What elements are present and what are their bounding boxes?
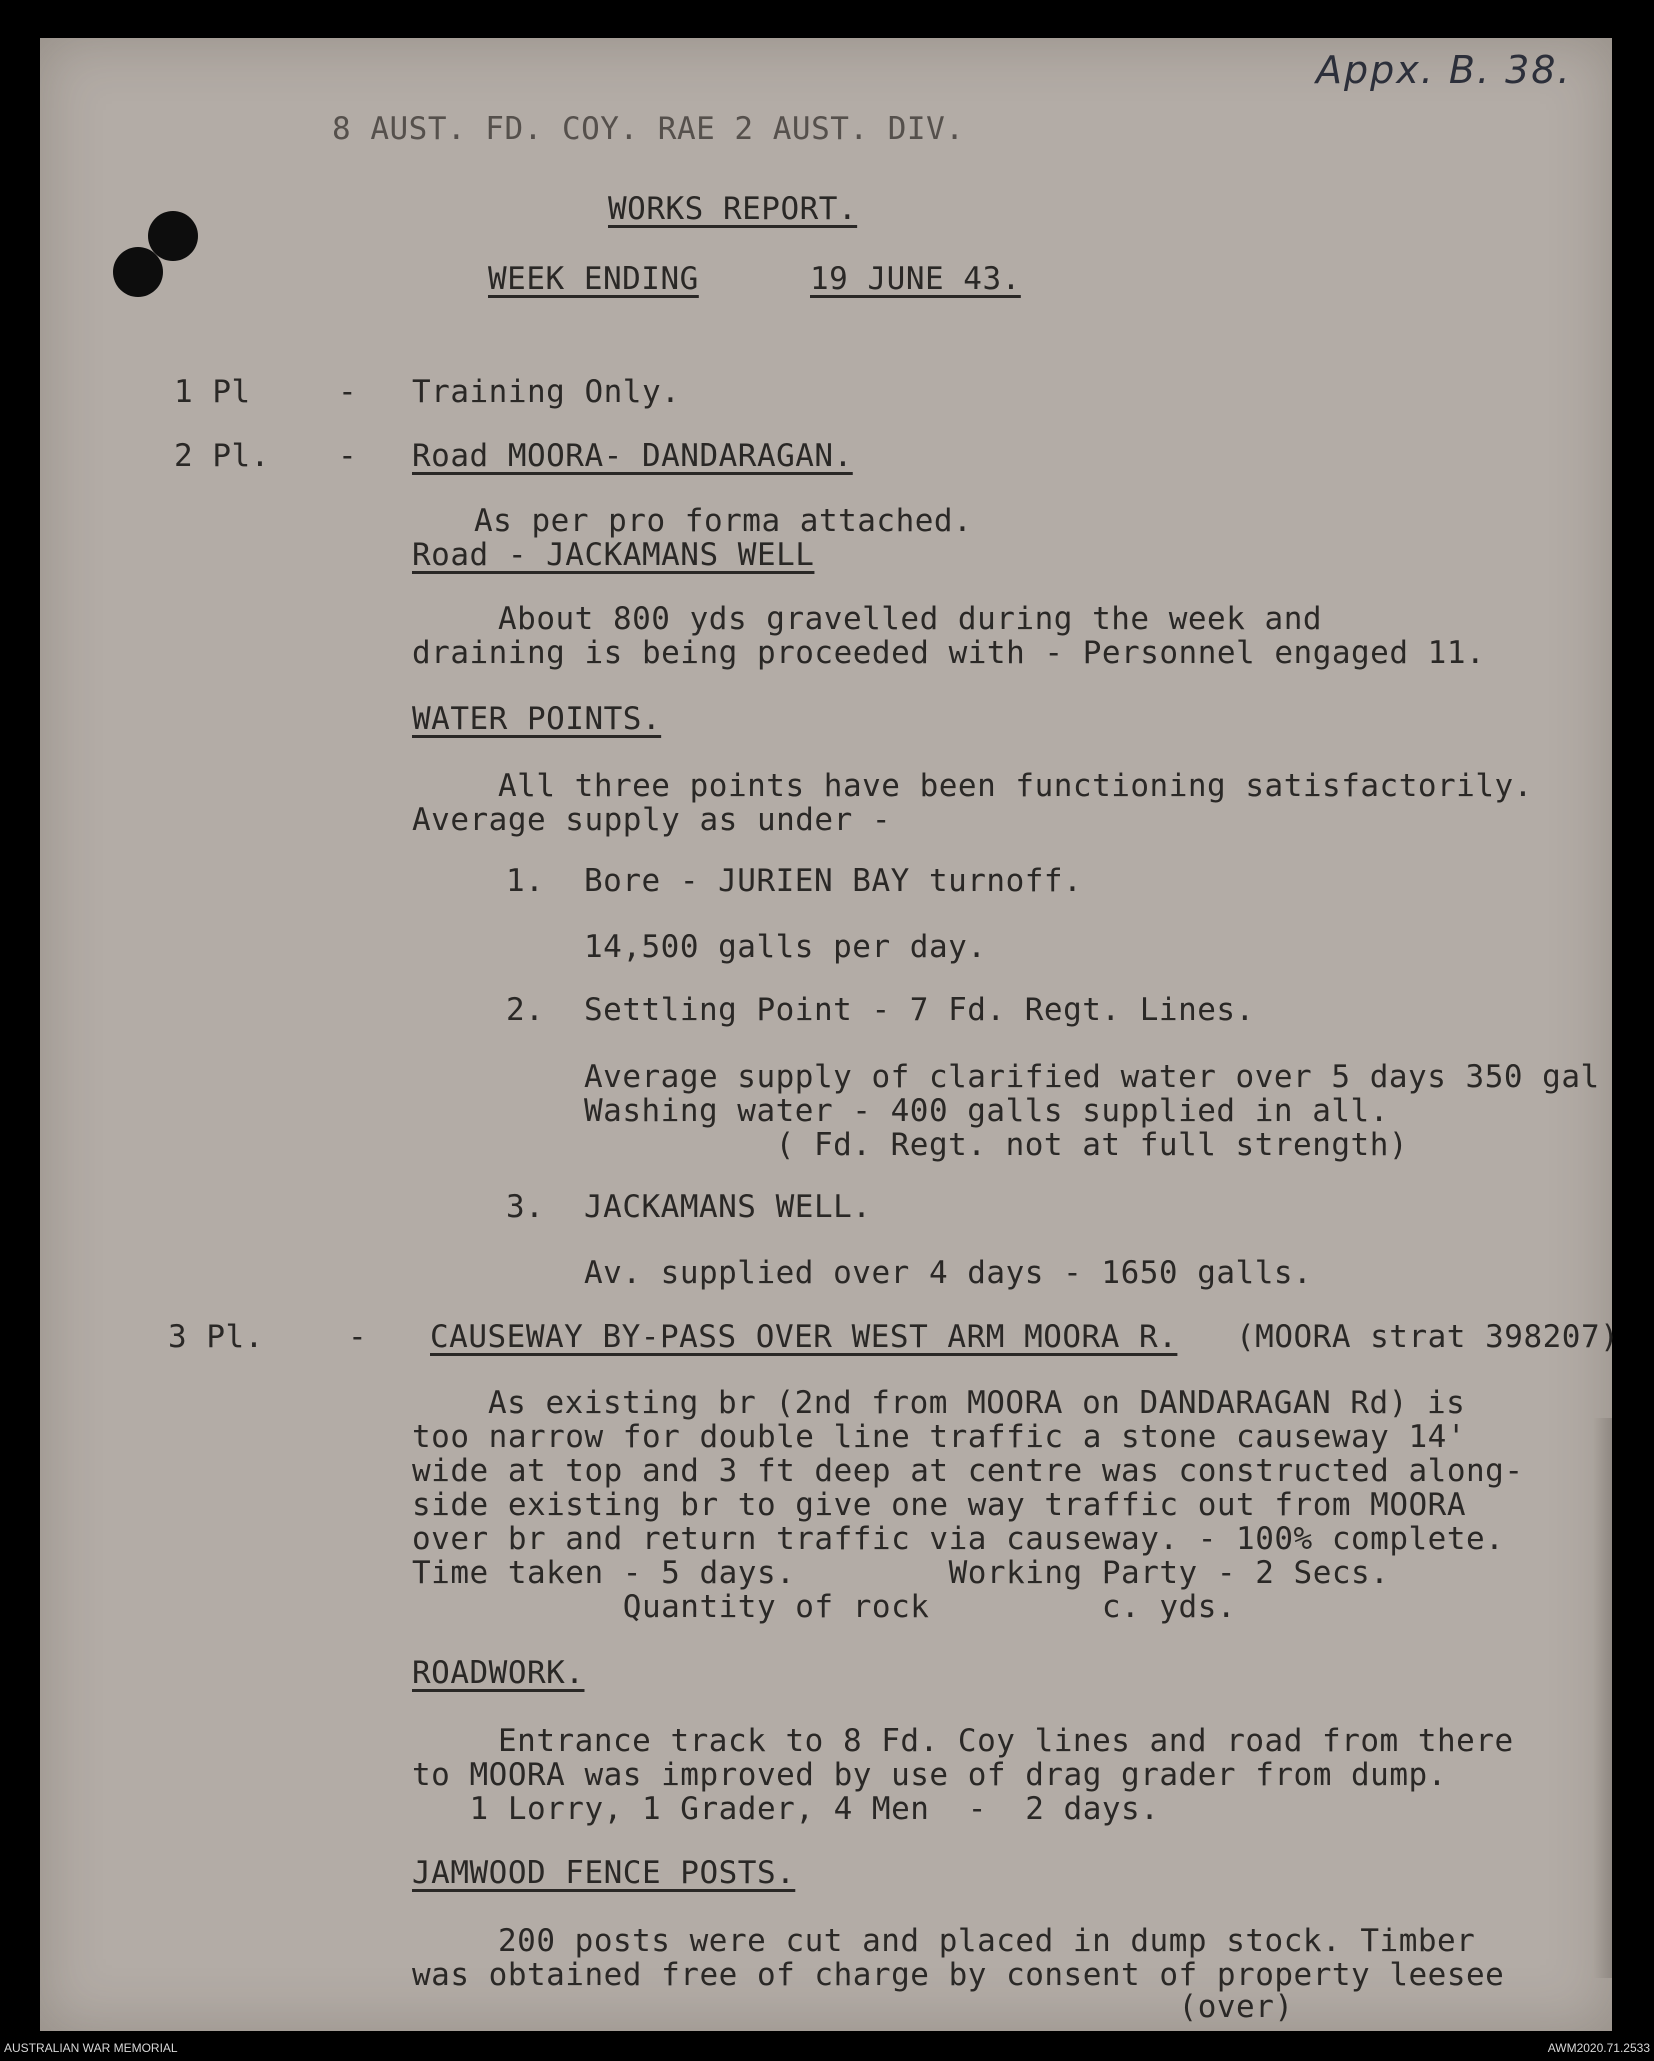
- jamwood-heading: JAMWOOD FENCE POSTS.: [412, 1855, 796, 1891]
- road-jackamans-line-1: About 800 yds gravelled during the week and: [498, 601, 1323, 637]
- roadwork-line-3: 1 Lorry, 1 Grader, 4 Men - 2 days.: [412, 1791, 1160, 1827]
- punch-hole-bottom: [113, 247, 163, 297]
- water-point-1-detail: 14,500 galls per day.: [584, 929, 987, 965]
- water-intro-line-2: Average supply as under -: [412, 802, 892, 838]
- road-jackamans-line-2: draining is being proceeded with - Personnel engaged 11.: [412, 635, 1486, 671]
- causeway-line-5: over br and return traffic via causeway. - 100% complete.: [412, 1521, 1505, 1557]
- platoon-2-label: 2 Pl.: [174, 438, 270, 474]
- roadwork-heading: ROADWORK.: [412, 1655, 585, 1691]
- week-ending-label: WEEK ENDING: [488, 261, 699, 297]
- water-point-2-detail-1: Average supply of clarified water over 5 days 350 gal: [584, 1059, 1600, 1095]
- water-point-2-name: Settling Point - 7 Fd. Regt. Lines.: [584, 992, 1255, 1028]
- causeway-line-7: Quantity of rock c. yds.: [412, 1589, 1237, 1625]
- jamwood-line-3: (over): [412, 1989, 1294, 2025]
- platoon-3-label: 3 Pl.: [168, 1319, 264, 1355]
- road-moora-dandaragan-text: As per pro forma attached.: [474, 503, 973, 539]
- causeway-line-6: Time taken - 5 days. Working Party - 2 Secs.: [412, 1555, 1390, 1591]
- archive-reference: AWM2020.71.2533: [1547, 2041, 1650, 2055]
- platoon-1-text: Training Only.: [412, 374, 681, 410]
- causeway-line-4: side existing br to give one way traffic out from MOORA: [412, 1487, 1466, 1523]
- roadwork-line-1: Entrance track to 8 Fd. Coy lines and road from there: [498, 1723, 1514, 1759]
- platoon-2-dash: -: [338, 438, 358, 474]
- water-point-1-name: Bore - JURIEN BAY turnoff.: [584, 863, 1083, 899]
- causeway-heading: CAUSEWAY BY-PASS OVER WEST ARM MOORA R.: [430, 1319, 1178, 1355]
- week-ending-date: 19 JUNE 43.: [810, 261, 1021, 297]
- road-jackamans-heading: Road - JACKAMANS WELL: [412, 537, 815, 573]
- report-title: WORKS REPORT.: [608, 191, 858, 227]
- archive-credit: AUSTRALIAN WAR MEMORIAL: [4, 2041, 178, 2055]
- causeway-line-1: As existing br (2nd from MOORA on DANDARAGAN Rd) is: [488, 1385, 1466, 1421]
- water-point-1-number: 1.: [506, 863, 545, 899]
- platoon-1-label: 1 Pl: [174, 374, 251, 410]
- torn-edge: [1594, 1418, 1612, 1978]
- water-point-3-name: JACKAMANS WELL.: [584, 1189, 872, 1225]
- jamwood-line-1: 200 posts were cut and placed in dump stock. Timber: [498, 1923, 1476, 1959]
- water-point-2-number: 2.: [506, 992, 545, 1028]
- water-point-2-detail-2: Washing water - 400 galls supplied in all.: [584, 1093, 1389, 1129]
- causeway-line-3: wide at top and 3 ft deep at centre was constructed along-: [412, 1453, 1524, 1489]
- water-point-3-detail: Av. supplied over 4 days - 1650 galls.: [584, 1255, 1313, 1291]
- platoon-3-dash: -: [348, 1319, 368, 1355]
- water-point-2-detail-3: ( Fd. Regt. not at full strength): [584, 1127, 1409, 1163]
- typed-report-page: [40, 38, 1620, 2031]
- water-points-heading: WATER POINTS.: [412, 701, 662, 737]
- appendix-annotation: Appx. B. 38.: [1316, 48, 1572, 92]
- jamwood-line-2: was obtained free of charge by consent of property leesee: [412, 1957, 1505, 1993]
- platoon-1-dash: -: [338, 374, 358, 410]
- water-intro-line-1: All three points have been functioning satisfactorily.: [498, 768, 1533, 804]
- causeway-line-2: too narrow for double line traffic a stone causeway 14': [412, 1419, 1466, 1455]
- roadwork-line-2: to MOORA was improved by use of drag grader from dump.: [412, 1757, 1447, 1793]
- road-moora-dandaragan-heading: Road MOORA- DANDARAGAN.: [412, 438, 853, 474]
- water-point-3-number: 3.: [506, 1189, 545, 1225]
- unit-header: 8 AUST. FD. COY. RAE 2 AUST. DIV.: [332, 111, 965, 147]
- causeway-map-reference: (MOORA strat 398207): [1236, 1319, 1620, 1355]
